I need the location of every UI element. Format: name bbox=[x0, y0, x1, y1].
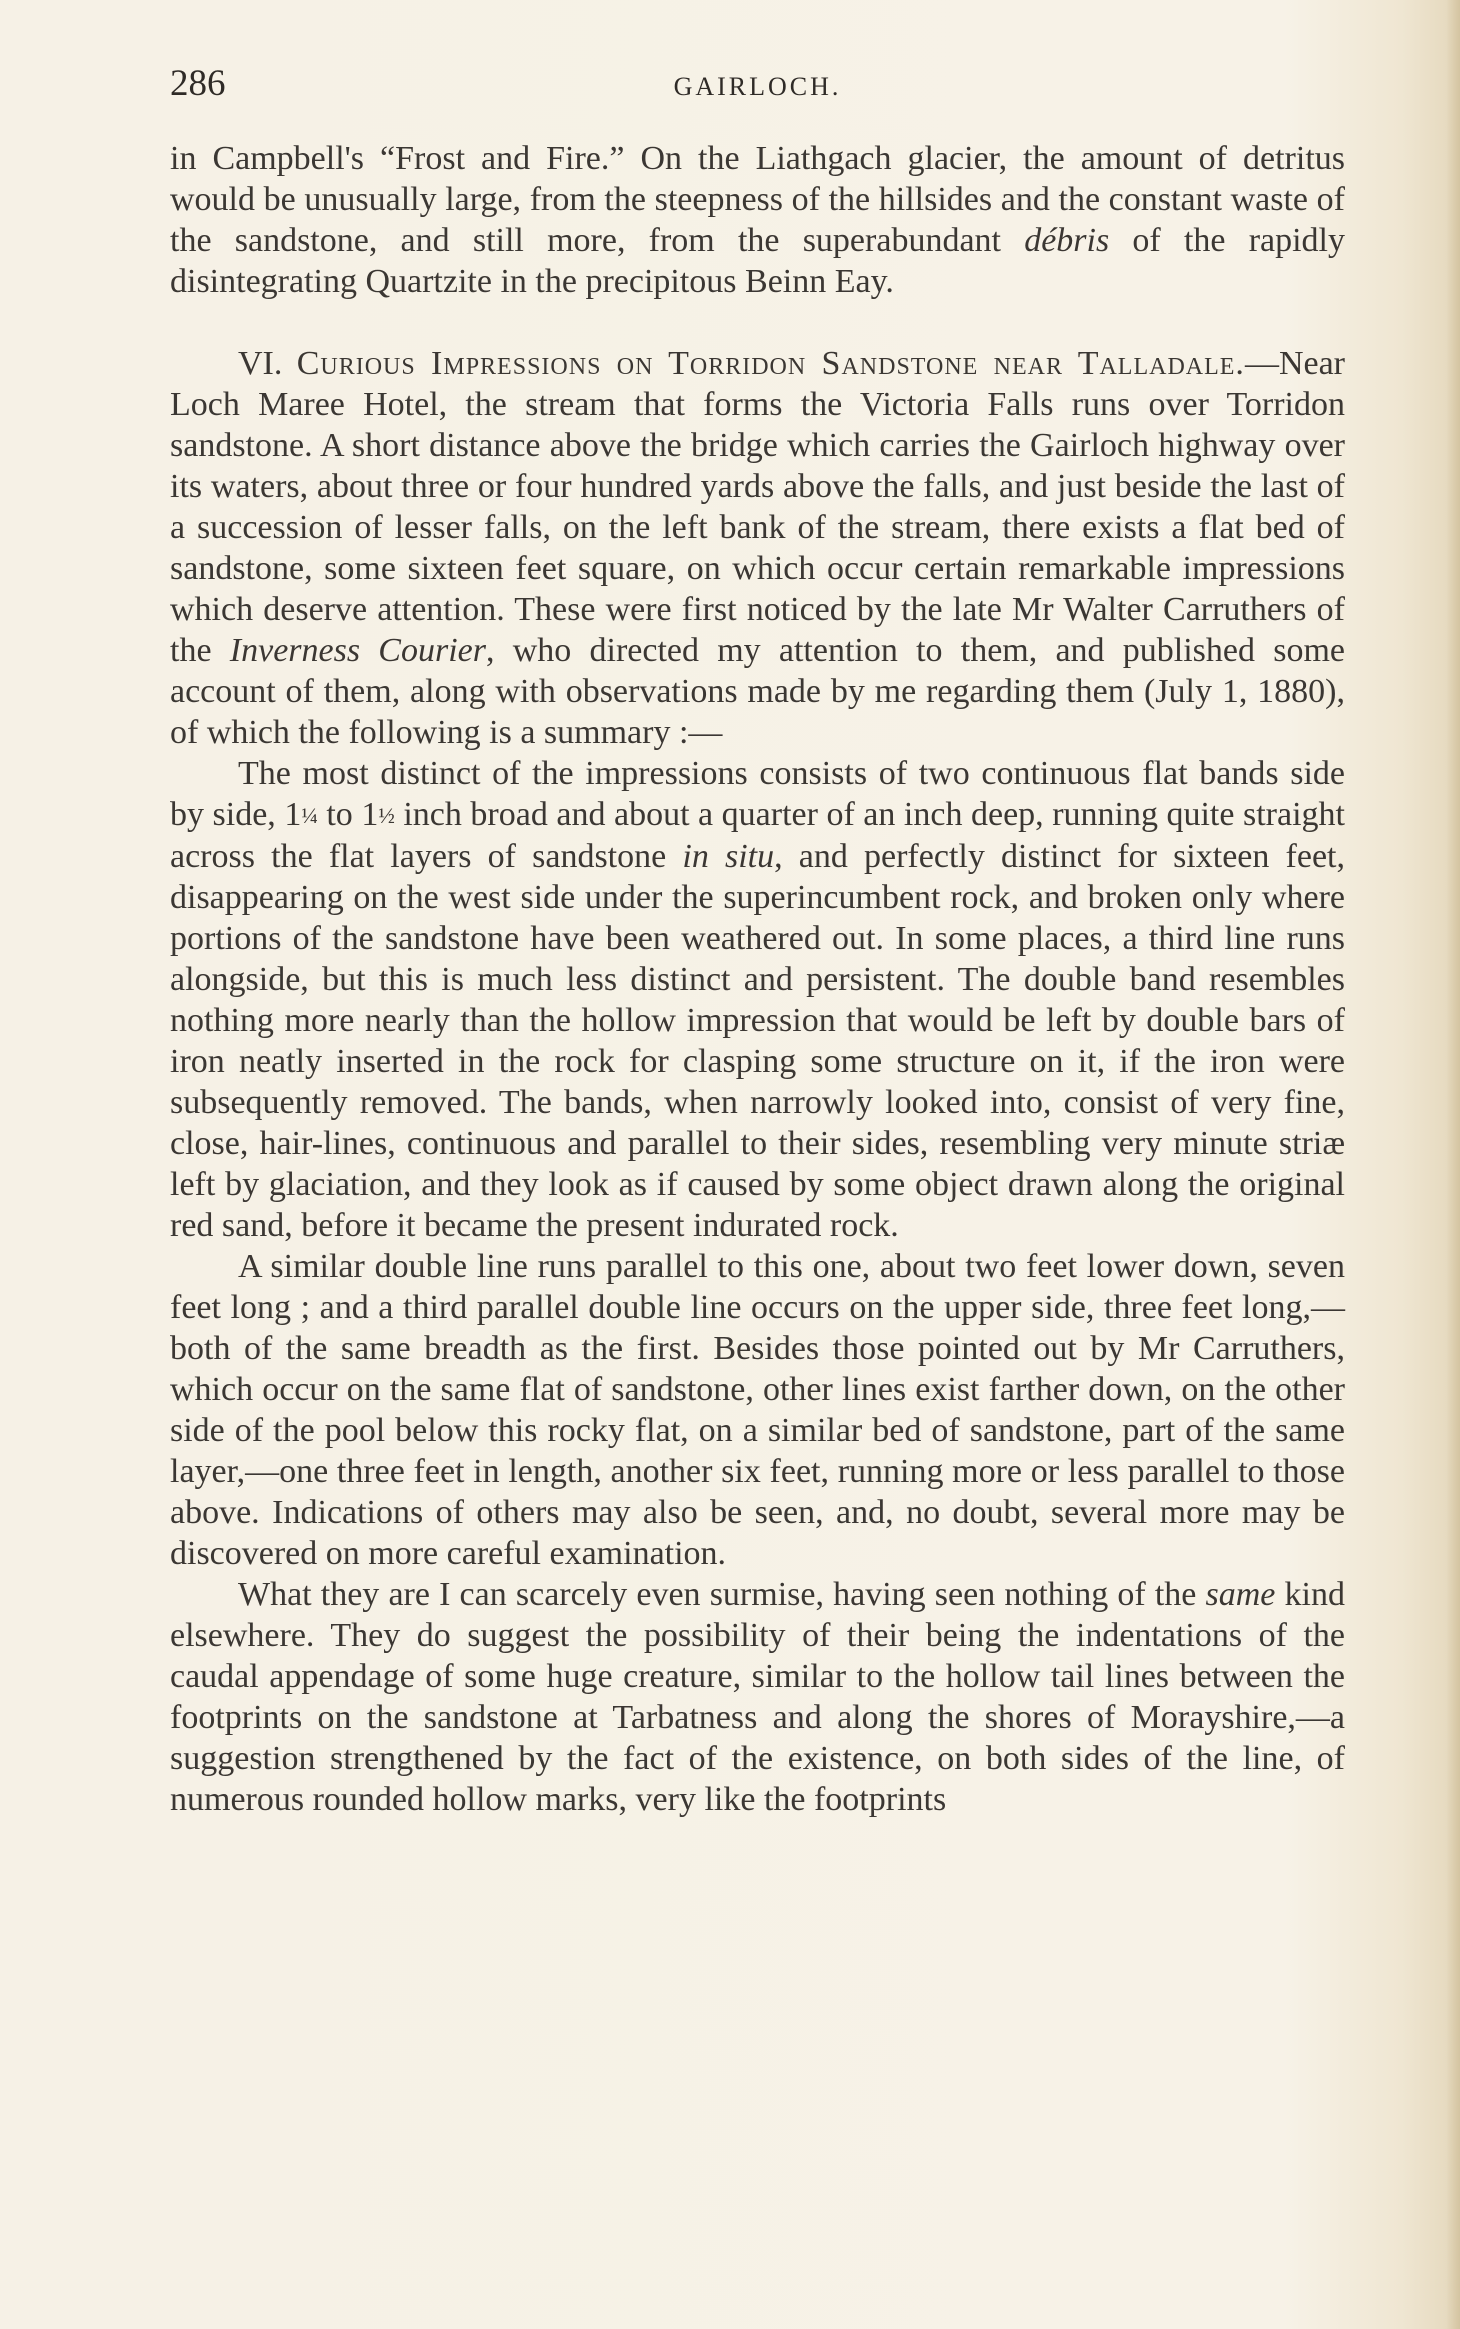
paragraph-3-text-c: inch broad and about a quarter of an inch deep, running quite straight across the flat layers of sandstone bbox=[170, 796, 1345, 875]
paragraph-3-text-b: to 1 bbox=[317, 796, 379, 833]
paragraph-2-text-a: —Near Loch Maree Hotel, the stream that forms the Victoria Falls runs over Torridon sandstone. A short distance above the bridge which carries the Gairloch highway over its waters, about three or four hundred yards above the falls, and just beside the last of a succession of lesser falls, on the left bank of the stream, there exists a flat bed of sandstone, some sixteen feet square, on which occur certain remarkable impressions which deserve attention. These were first noticed by the late Mr Walter Carruthers of the bbox=[170, 345, 1345, 669]
paragraph-1-italic-debris: débris bbox=[1024, 222, 1110, 259]
page-edge-shadow bbox=[1446, 0, 1460, 2329]
page-header bbox=[170, 62, 1345, 112]
paragraph-2-text-c: , who directed my attention to them, and published some account of them, along with observations made by me regarding them (July 1, 1880), of which the following is a summary :— bbox=[170, 632, 1346, 751]
section-heading: Curious Impressions on Torridon Sandstone near Talladale. bbox=[296, 345, 1245, 382]
paragraph-3-italic-in-situ: in situ bbox=[682, 838, 775, 875]
paragraph-5-italic-same: same bbox=[1205, 1576, 1276, 1613]
page-number: 286 bbox=[170, 63, 226, 104]
paragraph-3-text-e: , and perfectly distinct for sixteen feet, disappearing on the west side under the superincumbent rock, and broken only where portions of the sandstone have been weathered out. In some places, a third line runs alongside, but this is much less distinct and persistent. The double band resembles nothing more nearly than the hollow impression that would be left by double bars of iron neatly inserted in the rock for clasping some structure on it, if the iron were subsequently removed. The bands, when narrowly looked into, consist of very fine, close, hair-lines, continuous and parallel to their sides, resembling very minute striæ left by glaciation, and they look as if caused by some object drawn along the original red sand, before it became the present indurated rock. bbox=[170, 838, 1345, 1244]
paragraph-1-text-c: of the rapidly disintegrating Quartzite in the precipitous Beinn Eay. bbox=[170, 222, 1346, 300]
paragraph-3-text-a: The most distinct of the impressions consists of two continuous flat bands side by side, 1 bbox=[170, 755, 1345, 833]
fraction-one-half: ½ bbox=[378, 803, 395, 828]
paragraph-3 bbox=[170, 753, 1345, 1246]
body-text bbox=[170, 138, 1345, 1820]
paragraph-4-text: A similar double line runs parallel to this one, about two feet lower down, seven feet long ; and a third parallel double line occurs on the upper side, three feet long,—both of the same breadth as the first. Besides those pointed out by Mr Carruthers, which occur on the same flat of sandstone, other lines exist farther down, on the other side of the pool below this rocky flat, on a similar bed of sandstone, part of the same layer,—one three feet in length, another six feet, running more or less parallel to those above. Indications of others may also be seen, and, no doubt, several more may be discovered on more careful examination. bbox=[170, 1248, 1345, 1572]
running-head: GAIRLOCH. bbox=[673, 72, 842, 101]
section-number: VI. bbox=[238, 345, 297, 382]
paragraph-5-text-c: kind elsewhere. They do suggest the possibility of their being the indentations of the caudal appendage of some huge creature, similar to the hollow tail lines between the footprints on the sandstone at Tarbatness and along the shores of Morayshire,—a suggestion strengthened by the fact of the existence, on both sides of the line, of numerous rounded hollow marks, very like the footprints bbox=[170, 1576, 1345, 1818]
paragraph-5-text-a: What they are I can scarcely even surmise, having seen nothing of the bbox=[238, 1576, 1206, 1613]
paragraph-2-section-vi bbox=[170, 343, 1345, 753]
paragraph-2-italic-newspaper: Inverness Courier bbox=[229, 632, 486, 669]
paragraph-1 bbox=[170, 138, 1345, 302]
fraction-one-quarter: ¼ bbox=[301, 803, 318, 828]
paragraph-4 bbox=[170, 1246, 1345, 1574]
paragraph-1-text-a: in Campbell's “Frost and Fire.” On the Liathgach glacier, the amount of detritus would be unusually large, from the steepness of the hillsides and the constant waste of the sandstone, and still more, from the superabundant bbox=[170, 140, 1345, 259]
paragraph-5 bbox=[170, 1574, 1345, 1820]
